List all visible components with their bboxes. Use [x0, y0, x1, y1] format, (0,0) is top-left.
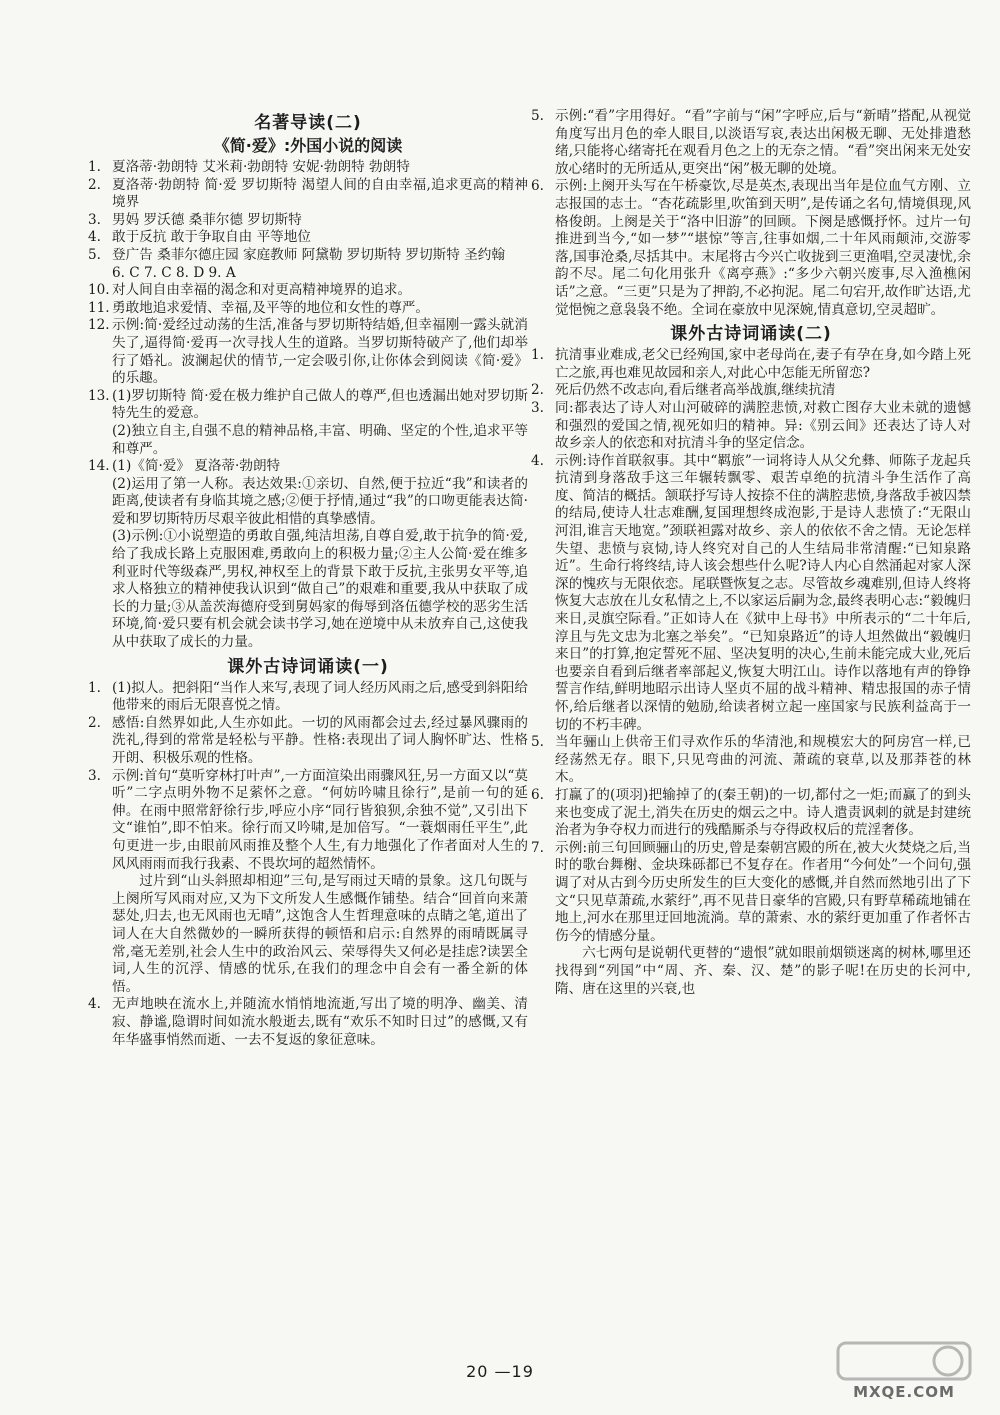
item-number: 5. [531, 734, 544, 751]
item-number: 4. [531, 452, 544, 469]
answer-item [88, 996, 528, 1049]
answer-item [88, 282, 528, 300]
item-number: 2. [88, 714, 101, 731]
section-subtitle: 《简·爱》:外国小说的阅读 [213, 136, 403, 155]
item-number: 5. [531, 108, 544, 124]
answer-item [88, 423, 528, 458]
item-number: 2. [88, 176, 101, 193]
answer-item [88, 265, 528, 283]
answer-item [531, 787, 971, 840]
item-number: 1. [88, 679, 101, 696]
answer-item [88, 212, 528, 230]
item-text: 6. C 7. C 8. D 9. A [112, 264, 236, 281]
answer-item [88, 300, 528, 318]
answer-item [531, 734, 971, 787]
item-text: 打赢了的(项羽)把输掉了的(秦王朝)的一切,都付之一炬;而赢了的到头来也变成了泥土,消失在历史的烟云之中。诗人遣责讽刺的就是封建统治者为争夺权力而进行的残酷厮杀与夺得政权后的荒淫奢侈。 [555, 786, 971, 839]
page-number: 20 —19 [466, 1362, 534, 1381]
answer-item [88, 247, 528, 265]
item-text: 示例:诗作首联叙事。其中“羁旅”一词将诗人从父允彝、师陈子龙起兵抗清到身落敌手这三年辗转飘零、艰苦卓绝的抗清斗争生活作了高度、简洁的概括。颔联抒写诗人按捺不住的满腔悲愤,身落敌手被囚禁的结局,使诗人壮志难酬,复国理想终成泡影,于是诗人悲愤了:“无限山河泪,谁言天地宽。”颈联袒露对故乡、亲人的依依不舍之情。无论怎样失望、悲愤与哀恸,诗人终究对自己的人生结局非常清醒:“已知泉路近”。生命行将终结,诗人该会想些什么呢?诗人内心自然涌起对家人深深的愧疚与无限依恋。尾联暨恢复之志。尽管故乡魂难别,但诗人终将恢复大志放在儿女私情之上,不以家运后嗣为念,最终表明心志:“毅魄归来日,灵旗空际看。”正如诗人在《狱中上母书》中所表示的“二十年后,淳且与先文忠为北塞之举矣”。“已知泉路近”的诗人坦然做出“毅魄归来日”的打算,抱定誓死不屈、坚决复明的决心,生前未能完成大业,死后也要亲自看到后继者率部起义,恢复大明江山。诗作以落地有声的铮铮誓言作结,鲜明地昭示出诗人坚贞不屈的战斗精神、精忠报国的赤子情怀,给后继者以深情的勉励,给读者树立起一座国家与民族利益高于一切的不朽丰碑。 [555, 452, 971, 733]
answer-item [531, 347, 971, 382]
item-number: 4. [88, 996, 101, 1013]
item-text: 夏洛蒂·勃朗特 简·爱 罗切斯特 渴望人间的自由幸福,追求更高的精神境界 [112, 176, 528, 211]
item-text: 对人间自由幸福的渴念和对更高精神境界的追求。 [112, 282, 412, 299]
item-number: 10. [88, 282, 110, 299]
answer-list [531, 347, 971, 945]
item-number: 6. [531, 178, 544, 195]
answer-list [88, 159, 528, 652]
item-number: 12. [88, 317, 110, 334]
item-text: 登广告 桑菲尔德庄园 家庭教师 阿黛勒 罗切斯特 罗切斯特 圣约翰 [112, 246, 505, 263]
watermark-stamp-icon [830, 1339, 978, 1383]
item-number [88, 476, 112, 529]
item-number: 3. [88, 767, 101, 784]
item-text: 死后仍然不改志向,看后继者高举战旗,继续抗清 [555, 382, 836, 399]
answer-item [88, 680, 528, 715]
item-text: 示例:前三句回顾骊山的历史,曾是秦朝宫殿的所在,被大火焚烧之后,当时的歌台舞榭、金块珠砾都已不复存在。作者用“今何处”一个问句,强调了对从古到今历史所发生的巨大变化的感慨,并自然而然地引出了下文“只见草萧疏,水萦纡”,再不见昔日豪华的宫殿,只有野草稀疏地铺在地上,河水在那里迂回地流淌。草的萧索、水的萦纡更加重了作者怀古伤今的情感分量。 [555, 839, 971, 944]
answer-item [531, 108, 971, 178]
item-text: 感悟:自然界如此,人生亦如此。一切的风雨都会过去,经过暴风骤雨的洗礼,得到的常常是轻松与平静。性格:表现出了词人胸怀旷达、性格开朗、积极乐观的性格。 [112, 714, 528, 766]
item-number: 7. [531, 839, 544, 856]
item-number: 11. [88, 299, 110, 316]
item-number: 6. [531, 786, 544, 803]
answer-list [88, 996, 528, 1049]
item-text: 示例:简·爱经过动荡的生活,准备与罗切斯特结婚,但幸福刚一露头就消失了,逼得简·爱再一次寻找人生的道路。当罗切斯特破产了,他们却举行了婚礼。波澜起伏的情节,一定会吸引你,让你体会到阅读《简·爱》的乐趣。 [112, 317, 528, 387]
item-text: (1)《简·爱》 夏洛蒂·勃朗特 [112, 458, 281, 475]
left-column [88, 108, 528, 1049]
answer-list [88, 680, 528, 874]
item-number: 3. [88, 211, 101, 228]
item-text: 示例:首句“莫听穿林打叶声”,一方面渲染出雨骤风狂,另一方面又以“莫听”二字点明外物不足萦怀之意。“何妨吟啸且徐行”,是前一句的延伸。在雨中照常舒徐行步,呼应小序“同行皆狼狈,余独不觉”,又引出下文“谁怕”,即不怕来。徐行而又吟啸,是加倍写。“一蓑烟雨任平生”,此句更进一步,由眼前风雨推及整个人生,有力地强化了作者面对人生的风风雨雨而我行我素、不畏坎坷的超然情怀。 [112, 767, 528, 872]
answer-paragraph: 过片到“山头斜照却相迎”三句,是写雨过天晴的景象。这几句既与上阕所写风雨对应,又为下文所发人生感慨作铺垫。结合“回首向来萧瑟处,归去,也无风雨也无晴”,这饱含人生哲理意味的点睛之笔,道出了词人在大自然微妙的一瞬所获得的顿悟和启示:自然界的雨晴既属寻常,毫无差别,社会人生中的政治风云、荣辱得失又何必是挂虑?读罢全词,人生的沉浮、情感的忧乐,在我们的理念中自会有一番全新的体悟。 [112, 873, 528, 995]
answer-item [88, 715, 528, 768]
item-text: 示例:上阕开头写在午桥豪饮,尽是英杰,表现出当年是位血气方刚、立志报国的志士。“杏花疏影里,吹笛到天明”,是传诵之名句,情境俱现,风格俊朗。上阕是关于“洛中旧游”的回顾。下阕是感慨抒怀。过片一句推进到当今,“如一梦”“堪惊”等言,往事如烟,二十年风雨颠沛,交游零落,国事沧桑,尽括其中。末尾将古今兴亡收拢到三更渔唱,空灵凄忧,余韵不尽。尾二句化用张升《离亭燕》:“多少六朝兴废事,尽入渔樵闲话”之意。“三更”只是为了押韵,不必拘泥。尾二句宕开,故作旷达语,尤觉悒惋之意袅袅不绝。全词在豪放中见深婉,情真意切,空灵超旷。 [555, 178, 971, 318]
answer-item [531, 400, 971, 453]
answer-item [88, 229, 528, 247]
answer-item [88, 458, 528, 476]
item-text: (2)运用了第一人称。表达效果:①亲切、自然,便于拉近“我”和读者的距离,使读者有身临其境之感;②便于抒情,通过“我”的口吻更能表达简·爱和罗切斯特历尽艰辛彼此相惜的真挚感情。 [112, 475, 528, 527]
answer-item [531, 453, 971, 735]
item-text: (1)罗切斯特 简·爱在极力维护自己做人的尊严,但也透漏出她对罗切斯特先生的爱意。 [112, 387, 528, 422]
section-title: 名著导读(二) [254, 113, 362, 133]
answer-paragraph: 六七两句是说朝代更替的“遗恨”就如眼前烟锁迷离的树林,哪里还找得到“列国”中“周、齐、秦、汉、楚”的影子呢!在历史的长河中,隋、唐在这里的兴衰,也 [555, 945, 971, 997]
section-title: 课外古诗词诵读(二) [670, 324, 832, 345]
item-text: 勇敢地追求爱情、幸福,及平等的地位和女性的尊严。 [112, 299, 429, 316]
answer-item [88, 159, 528, 177]
right-column [531, 108, 971, 998]
watermark-logo [830, 1339, 978, 1401]
item-number: 5. [88, 246, 101, 263]
item-number: 14. [88, 458, 110, 475]
item-number [88, 528, 112, 651]
item-text: (1)拟人。把斜阳“当作人来写,表现了词人经历风雨之后,感受到斜阳给他带来的雨后无限喜悦之情。 [112, 679, 528, 714]
item-number [88, 265, 112, 283]
answer-item [88, 317, 528, 387]
section-title: 课外古诗词诵读(一) [227, 656, 389, 677]
item-text: 同:都表达了诗人对山河破碎的满腔悲愤,对救亡图存大业未就的遗憾和强烈的爱国之情,视死如归的精神。异:《别云间》还表达了诗人对故乡亲人的依恋和对抗清斗争的坚定信念。 [555, 399, 971, 452]
item-number [88, 423, 112, 458]
item-text: 敢于反抗 敢于争取自由 平等地位 [112, 229, 311, 246]
answer-item [88, 388, 528, 423]
item-number: 2. [531, 382, 544, 399]
answer-item [88, 476, 528, 529]
item-text: (2)独立自主,自强不息的精神品格,丰富、明确、坚定的个性,追求平等和尊严。 [112, 422, 528, 457]
item-text: 无声地映在流水上,并随流水悄悄地流逝,写出了境的明净、幽美、清寂、静谧,隐谓时间如流水般逝去,既有“欢乐不知时日过”的感慨,又有年华盛事悄然而逝、一去不复返的象征意味。 [112, 996, 528, 1048]
item-number: 1. [88, 159, 101, 175]
answer-item [88, 177, 528, 212]
answer-item [531, 178, 971, 319]
item-text: 示例:“看”字用得好。“看”字前与“闲”字呼应,后与“新晴”搭配,从视觉角度写出月色的牵人眼目,以淡语写哀,表达出闲极无聊、无处排遣愁绪,只能将心绪寄托在观看月色之上的无奈之情。“看”突出闲来无处安放心绪时的无所适从,更突出“闲”极无聊的处境。 [555, 108, 971, 177]
answer-item [531, 382, 971, 400]
answer-item [88, 528, 528, 651]
item-text: (3)示例:①小说塑造的勇敢自强,纯洁坦荡,自尊自爱,敢于抗争的简·爱,给了我成长路上克服困难,勇敢向上的积极力量;②主人公简·爱在维多利亚时代等级森严,男权,神权至上的背景下敢于反抗,主张男女平等,追求人格独立的精神使我认识到“做自己”的艰难和重要,我从中获取了成长的力量;③从盖茨海德府受到舅妈家的侮辱到洛伍德学校的恶劣生活环境,简·爱只要有机会就会读书学习,她在逆境中从未放弃自己,这使我从中获取了成长的力量。 [112, 528, 528, 651]
item-text: 男妈 罗沃德 桑菲尔德 罗切斯特 [112, 211, 302, 228]
item-number: 13. [88, 387, 110, 404]
answer-item [88, 768, 528, 874]
answer-item [531, 840, 971, 946]
item-number: 4. [88, 229, 101, 246]
item-number: 3. [531, 399, 544, 416]
item-text: 夏洛蒂·勃朗特 艾米莉·勃朗特 安妮·勃朗特 勃朗特 [112, 159, 410, 175]
answer-list [531, 108, 971, 319]
item-number: 1. [531, 347, 544, 364]
item-text: 当年骊山上供帝王们寻欢作乐的华清池,和规模宏大的阿房宫一样,已经荡然无存。眼下,只见弯曲的河流、萧疏的衰草,以及那莽苍的林木。 [555, 734, 971, 786]
item-text: 抗清事业难成,老父已经殉国,家中老母尚在,妻子有孕在身,如今踏上死亡之旅,再也难见故园和亲人,对此心中怎能无所留恋? [555, 347, 971, 381]
watermark-text: MXQE.COM [853, 1383, 955, 1401]
